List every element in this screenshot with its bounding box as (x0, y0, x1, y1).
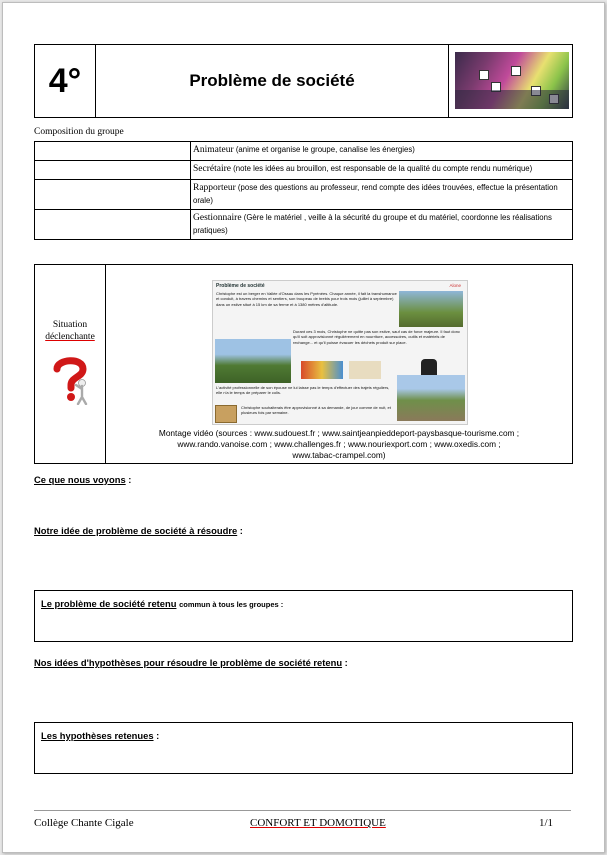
shepherd-photo (399, 291, 463, 327)
role-cell (191, 179, 573, 209)
valley-photo (397, 375, 465, 421)
mountain-photo (215, 339, 291, 383)
member-cell[interactable] (35, 209, 191, 239)
composition-label: Composition du groupe (34, 127, 124, 137)
role-name: Rapporteur (193, 182, 236, 193)
retained-hypotheses-heading: Les hypothèses retenues : (41, 730, 160, 741)
poster-badge: Alone (449, 283, 461, 288)
role-cell (191, 209, 573, 239)
header-image (455, 52, 569, 109)
role-cell (191, 160, 573, 179)
table-row (35, 142, 573, 161)
situation-label: Situation déclenchante (45, 320, 95, 342)
role-name: Gestionnaire (193, 212, 242, 223)
member-cell[interactable] (35, 142, 191, 161)
role-desc: (note les idées au brouillon, est responsable de la qualité du compte rendu numérique) (233, 163, 533, 173)
footer-divider (34, 810, 571, 811)
role-cell (191, 142, 573, 161)
poster-paragraph: Christophe souhaiterais être approvisionné à sa demande, de jour comme de nuit, et plusieurs fois par semaine. (241, 405, 391, 416)
situation-box (34, 264, 573, 464)
document-page (2, 2, 605, 853)
section-what-we-see: Ce que nous voyons : (34, 474, 132, 485)
role-desc: (Gère le matériel , veille à la sécurité du groupe et du matériel, coordonne les réalisations pratiques) (193, 212, 552, 236)
situation-label-cell (35, 265, 106, 463)
table-row (35, 209, 573, 239)
question-mark-icon (49, 355, 91, 405)
table-row (35, 160, 573, 179)
role-name: Animateur (193, 145, 234, 155)
member-cell[interactable] (35, 160, 191, 179)
retained-problem-box[interactable] (34, 590, 573, 642)
retained-problem-heading: Le problème de société retenu commun à tous les groupes : (41, 598, 284, 609)
poster-paragraph: L'activité professionnelle de son épouse ne lui laisse pas le temps d'effectuer des trajets réguliers, elle n'a le temps de préparer le colis. (216, 385, 390, 396)
poster-paragraph: Christophe est un berger en Vallée d'Ossau dans les Pyrénées. Chaque année, il fait la transhumance et conduit, à travers chemins et sentiers, son troupeau de brebis pour trois mois (juillet à septembre) dans un estive situé à 15 km de sa ferme et à 1380 mètres d'altitude. (216, 291, 397, 307)
role-desc: (pose des questions au professeur, rend compte des idées trouvées, effectue la présentation orale) (193, 182, 558, 206)
parcel-icon (215, 405, 237, 423)
roles-table (34, 141, 573, 240)
footer-school: Collège Chante Cigale (34, 817, 134, 829)
footer-page-number: 1/1 (539, 817, 554, 829)
role-desc: (anime et organise le groupe, canalise les énergies) (235, 145, 415, 154)
items-photo (349, 361, 381, 379)
grade-level: 4° (35, 45, 96, 117)
header-box (34, 44, 573, 118)
video-poster[interactable] (212, 280, 468, 425)
table-row (35, 179, 573, 209)
section-problem-idea: Notre idée de problème de société à résoudre : (34, 525, 243, 536)
footer-topic: CONFORT ET DOMOTIQUE (250, 817, 386, 829)
section-hypotheses: Nos idées d'hypothèses pour résoudre le problème de société retenu : (34, 657, 348, 668)
page-title: Problème de société (96, 45, 449, 117)
retained-hypotheses-box[interactable] (34, 722, 573, 774)
supplies-photo (301, 361, 343, 379)
poster-paragraph: Durant ces 3 mois, Christophe ne quitte pas son estive, sauf cas de force majeure. Il faut donc qu'il soit approvisionné régulièrement en nourriture, accessoires, outils et matériels de rechange... et qu'il puisse évacuer les déchets produit sur place. (293, 329, 460, 345)
role-name: Secrétaire (193, 163, 231, 174)
video-sources: Montage vidéo (sources : www.sudouest.fr ; www.saintjeanpieddeport-paysbasque-tourisme.com ; www.rando.vanoise.com ; www.challenges.fr ; www.nouriexport.com ; www.oxedis.com ; www.tabac-crampel.com) (158, 428, 520, 461)
poster-title: Problème de société (216, 283, 265, 289)
member-cell[interactable] (35, 179, 191, 209)
